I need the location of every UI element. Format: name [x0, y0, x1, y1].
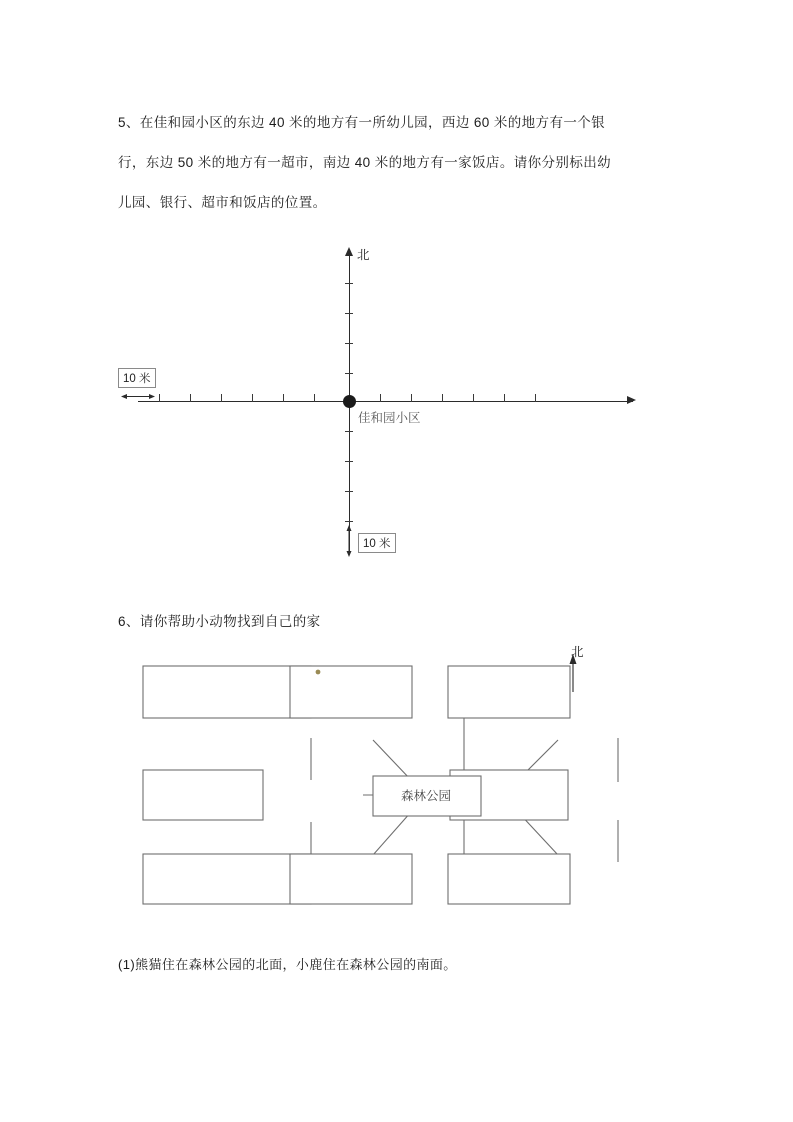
box-top-center — [290, 666, 412, 718]
origin-label: 佳和园小区 — [358, 411, 421, 425]
center-park-label: 森林公园 — [401, 789, 452, 803]
question-5-line-2: 行，东边 50 米的地方有一超市，南边 40 米的地方有一家饭店。请你分别标出幼 — [118, 155, 612, 170]
axis-tick — [345, 313, 353, 314]
axis-tick — [283, 394, 284, 402]
forest-park-map — [118, 640, 678, 930]
axis-tick — [345, 343, 353, 344]
north-label-2: 北 — [571, 645, 584, 659]
origin-point-marker — [343, 395, 356, 408]
axis-tick — [252, 394, 253, 402]
axis-tick — [380, 394, 381, 402]
box-middle-left — [143, 770, 263, 820]
axis-tick — [345, 431, 353, 432]
coordinate-axes-diagram — [118, 235, 678, 565]
horizontal-scale-label: 10 米 — [118, 368, 156, 388]
box-bottom-right — [448, 854, 570, 904]
east-arrow-icon — [627, 396, 636, 404]
box-top-left — [143, 666, 311, 718]
box-top-right — [448, 666, 570, 718]
vertical-scale-arrow-icon — [344, 525, 354, 557]
map-dot-marker — [316, 670, 321, 675]
box-bottom-left — [143, 854, 311, 904]
axis-tick — [345, 461, 353, 462]
question-6-sub-item-1: (1)熊猫住在森林公园的北面，小鹿住在森林公园的南面。 — [118, 957, 457, 972]
axis-tick — [535, 394, 536, 402]
forest-park-map-svg — [118, 640, 678, 930]
vertical-scale-label: 10 米 — [358, 533, 396, 553]
question-5-line-3: 儿园、银行、超市和饭店的位置。 — [118, 195, 327, 210]
question-6-title: 6、请你帮助小动物找到自己的家 — [118, 614, 321, 629]
axis-tick — [345, 521, 353, 522]
axis-tick — [345, 283, 353, 284]
axis-tick — [314, 394, 315, 402]
horizontal-scale-arrow-icon — [121, 392, 155, 401]
box-bottom-center — [290, 854, 412, 904]
axis-tick — [345, 373, 353, 374]
north-label: 北 — [357, 248, 370, 262]
north-arrow-icon — [345, 247, 353, 256]
question-5-line-1: 5、在佳和园小区的东边 40 米的地方有一所幼儿园，西边 60 米的地方有一个银 — [118, 115, 606, 130]
axis-tick — [473, 394, 474, 402]
axis-tick — [190, 394, 191, 402]
axis-tick — [442, 394, 443, 402]
axis-tick — [221, 394, 222, 402]
axis-tick — [504, 394, 505, 402]
horizontal-axis — [138, 401, 633, 402]
axis-tick — [159, 394, 160, 402]
axis-tick — [345, 491, 353, 492]
axis-tick — [411, 394, 412, 402]
